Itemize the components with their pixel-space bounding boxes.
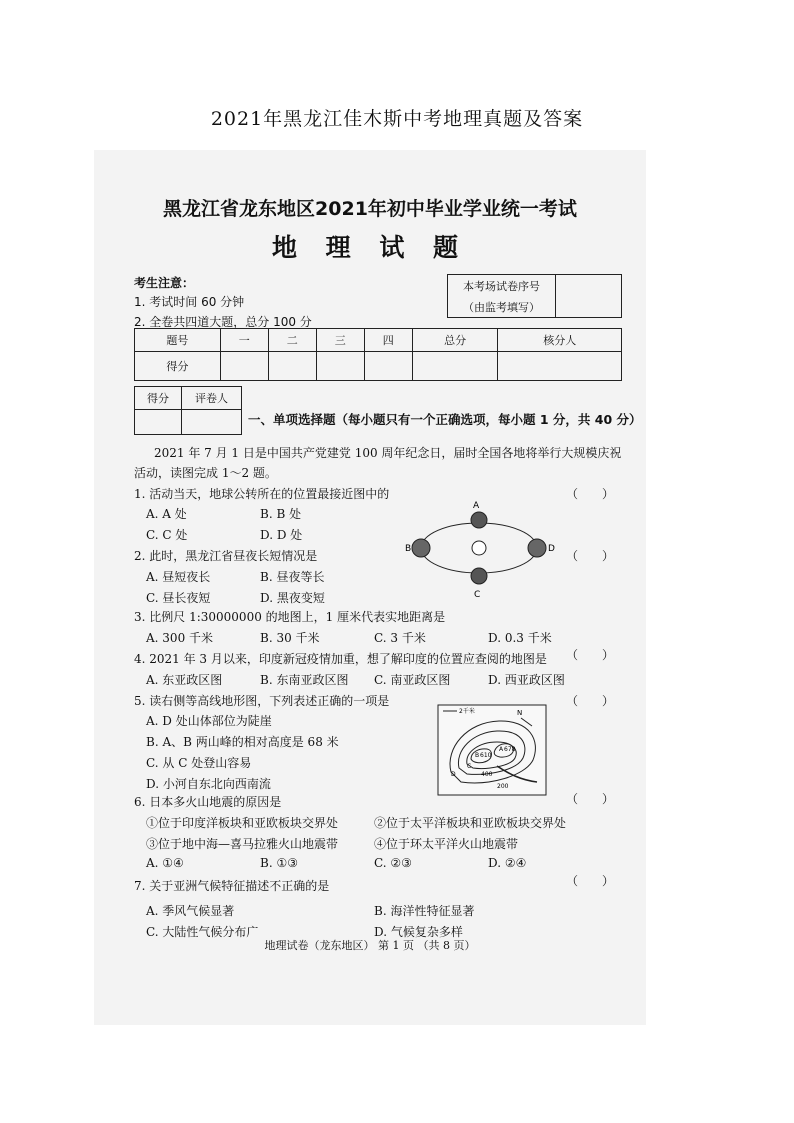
option: ②位于太平洋板块和亚欧板块交界处 (374, 816, 567, 830)
option: D. 小河自东北向西南流 (146, 777, 271, 791)
option: D. 黑夜变短 (260, 591, 325, 605)
score-header: 三 (316, 329, 364, 352)
intro-line: 活动，读图完成 1～2 题。 (134, 466, 277, 480)
score-cell[interactable] (364, 352, 412, 381)
option: B. ①③ (260, 856, 298, 870)
answer-blank[interactable]: （ ） (566, 648, 615, 662)
grader-score-label: 得分 (135, 387, 182, 410)
point-label-c: C (467, 763, 472, 770)
intro-line: 2021 年 7 月 1 日是中国共产党建党 100 周年纪念日，届时全国各地将举行大规模庆祝 (154, 446, 622, 460)
option: C. 3 千米 (374, 631, 426, 645)
question-stem: 1. 活动当天，地球公转所在的位置最接近图中的 (134, 487, 390, 501)
option: B. 30 千米 (260, 631, 320, 645)
section-title: 一、单项选择题（每小题只有一个正确选项，每小题 1 分，共 40 分） (248, 412, 642, 427)
score-cell[interactable] (412, 352, 498, 381)
option: B. 东南亚政区图 (260, 673, 349, 687)
option: A. 季风气候显著 (146, 904, 235, 918)
option: D. 西亚政区图 (488, 673, 565, 687)
option: D. D 处 (260, 528, 303, 542)
option: A. 300 千米 (146, 631, 214, 645)
option: C. 南亚政区图 (374, 673, 451, 687)
contour-map (437, 704, 547, 796)
option: B. 昼夜等长 (260, 570, 325, 584)
grader-name-cell[interactable] (182, 410, 242, 435)
option: C. ②③ (374, 856, 412, 870)
exam-title: 黑龙江省龙东地区2021年初中毕业学业统一考试 (163, 198, 577, 220)
point-label-d: D (451, 771, 456, 778)
option: B. A、B 两山峰的相对高度是 68 米 (146, 735, 339, 749)
north-label: N (517, 709, 523, 717)
score-header: 二 (268, 329, 316, 352)
option: C. 大陆性气候分布广 (146, 925, 259, 939)
peak-elevation-610: 610 (480, 752, 492, 759)
orbit-label-d: D (548, 544, 555, 554)
serial-label: 本考场试卷序号 (448, 275, 556, 297)
score-header: 总分 (412, 329, 498, 352)
option: ③位于地中海—喜马拉雅火山地震带 (146, 837, 339, 851)
question-stem: 4. 2021 年 3 月以来，印度新冠疫情加重，想了解印度的位置应查阅的地图是 (134, 652, 547, 666)
option: A. 东亚政区图 (146, 673, 223, 687)
answer-blank[interactable]: （ ） (566, 792, 615, 806)
page-footer: 地理试卷（龙东地区） 第 1 页 （共 8 页） (264, 939, 476, 952)
answer-blank[interactable]: （ ） (566, 694, 615, 708)
peak-label-a: A (499, 746, 504, 753)
grader-table (134, 386, 242, 435)
option: D. ②④ (488, 856, 527, 870)
option: ①位于印度洋板块和亚欧板块交界处 (146, 816, 339, 830)
score-table (134, 328, 622, 381)
score-cell[interactable] (316, 352, 364, 381)
serial-sublabel: （由监考填写） (448, 296, 556, 318)
contour-value-400: 400 (481, 771, 493, 778)
scanned-exam-page (94, 150, 646, 1025)
score-cell[interactable] (268, 352, 316, 381)
score-header: 四 (364, 329, 412, 352)
notes-heading: 考生注意： (134, 276, 195, 290)
score-row-label: 得分 (135, 352, 221, 381)
answer-blank[interactable]: （ ） (566, 874, 615, 888)
earth-orbit-diagram (404, 498, 554, 600)
question-stem: 3. 比例尺 1:30000000 的地图上，1 厘米代表实地距离是 (134, 610, 446, 624)
orbit-label-a: A (473, 501, 480, 511)
score-header: 一 (220, 329, 268, 352)
orbit-label-b: B (405, 544, 412, 554)
question-stem: 5. 读右侧等高线地形图，下列表述正确的一项是 (134, 694, 390, 708)
grader-name-label: 评卷人 (182, 387, 242, 410)
option: C. C 处 (146, 528, 188, 542)
score-cell[interactable] (220, 352, 268, 381)
option: B. 海洋性特征显著 (374, 904, 475, 918)
option: C. 从 C 处登山容易 (146, 756, 252, 770)
option: A. D 处山体部位为陡崖 (146, 714, 272, 728)
option: C. 昼长夜短 (146, 591, 211, 605)
answer-blank[interactable]: （ ） (566, 549, 615, 563)
question-stem: 2. 此时，黑龙江省昼夜长短情况是 (134, 549, 318, 563)
option: B. B 处 (260, 507, 302, 521)
grader-score-cell[interactable] (135, 410, 182, 435)
serial-number-box (447, 274, 622, 318)
peak-elevation-678: 678 (504, 746, 516, 753)
option: A. 昼短夜长 (146, 570, 211, 584)
option: A. A 处 (146, 507, 187, 521)
option: A. ①④ (146, 856, 184, 870)
score-header: 核分人 (498, 329, 622, 352)
question-stem: 7. 关于亚洲气候特征描述不正确的是 (134, 879, 330, 893)
contour-value-200: 200 (497, 783, 509, 790)
score-cell[interactable] (498, 352, 622, 381)
serial-input[interactable] (556, 275, 622, 318)
peak-label-b: B (475, 752, 480, 759)
option: ④位于环太平洋火山地震带 (374, 837, 519, 851)
score-header: 题号 (135, 329, 221, 352)
question-stem: 6. 日本多火山地震的原因是 (134, 795, 282, 809)
scale-label: 2千米 (459, 708, 475, 715)
document-title: 2021年黑龙江佳木斯中考地理真题及答案 (210, 108, 584, 130)
note-item: 1. 考试时间 60 分钟 (134, 295, 245, 309)
orbit-label-c: C (474, 590, 481, 600)
answer-blank[interactable]: （ ） (566, 487, 615, 501)
option: D. 气候复杂多样 (374, 925, 463, 939)
subject-title: 地 理 试 题 (271, 233, 469, 262)
note-item: 2. 全卷共四道大题，总分 100 分 (134, 315, 312, 329)
option: D. 0.3 千米 (488, 631, 552, 645)
